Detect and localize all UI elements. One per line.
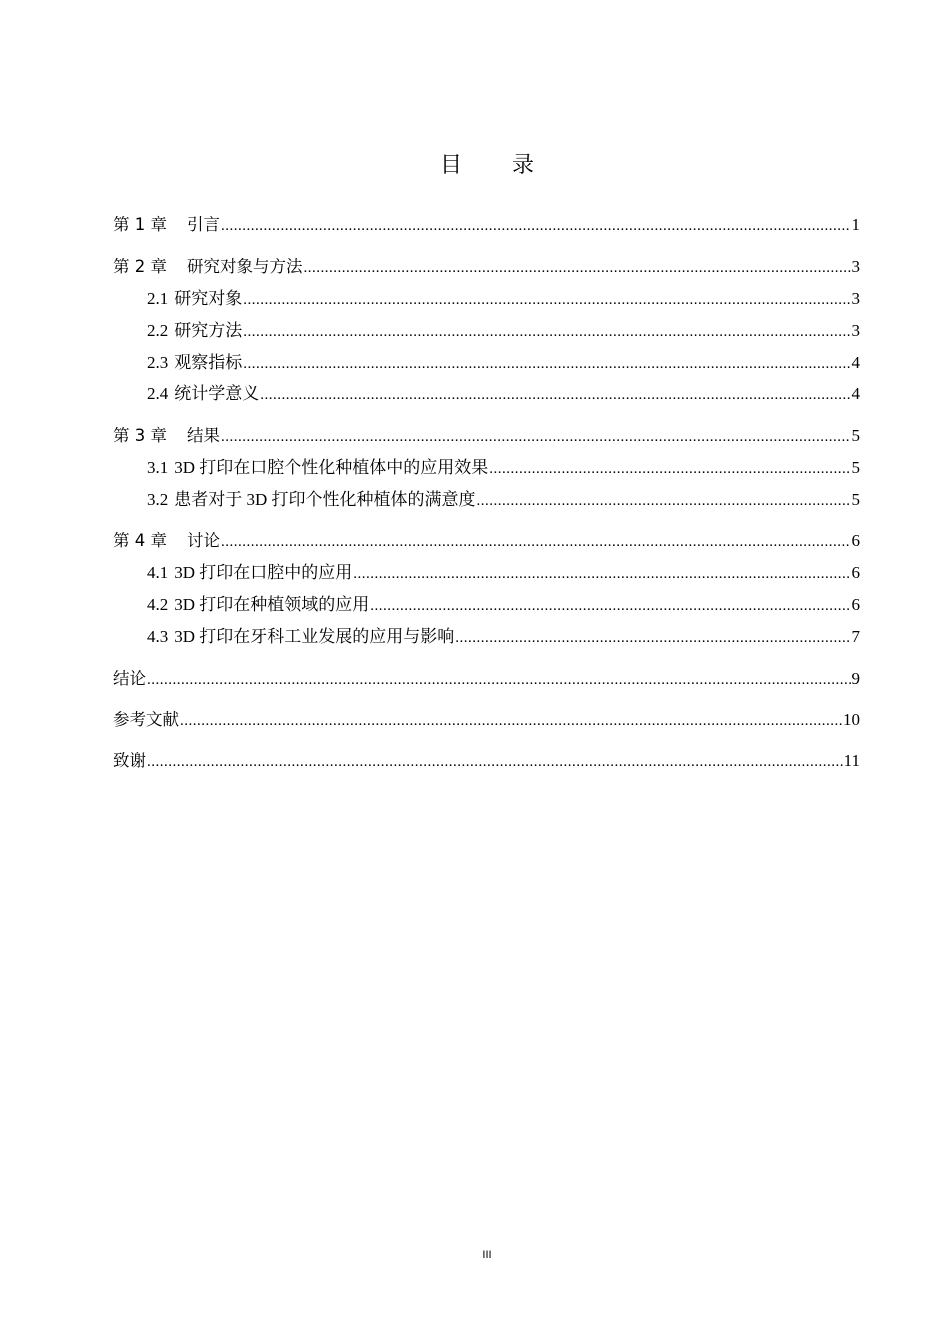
toc-entry[interactable] — [147, 320, 860, 342]
toc-number: 4.1 — [147, 563, 169, 582]
toc-label: 3D 打印在种植领域的应用 — [174, 595, 370, 614]
toc-number: 第 4 章 — [113, 531, 167, 550]
dot-leader — [370, 594, 850, 617]
toc-label: 引言 — [187, 215, 220, 234]
toc-label: 3D 打印在口腔中的应用 — [174, 563, 353, 582]
dot-leader — [353, 562, 850, 585]
toc-page: 7 — [851, 627, 860, 646]
toc-label: 研究对象 — [174, 289, 243, 308]
toc-entry[interactable] — [147, 383, 860, 405]
toc-label: 3D 打印在口腔个性化种植体中的应用效果 — [174, 458, 489, 477]
toc-number: 4.3 — [147, 627, 169, 646]
dot-leader — [455, 626, 850, 649]
dot-leader — [489, 457, 850, 480]
toc-label: 结论 — [113, 669, 146, 688]
toc-label: 观察指标 — [174, 353, 243, 372]
toc-page: 5 — [851, 426, 860, 445]
toc-page: 9 — [851, 669, 860, 688]
toc-label: 患者对于 3D 打印个性化种植体的满意度 — [174, 490, 476, 509]
toc-label: 参考文献 — [113, 710, 179, 729]
dot-leader — [243, 320, 850, 343]
toc-page: 1 — [851, 215, 860, 234]
toc-label: 结果 — [187, 426, 220, 445]
toc-entry[interactable] — [113, 750, 860, 772]
toc-page: 4 — [851, 353, 860, 372]
toc-label: 讨论 — [187, 531, 220, 550]
toc-label: 3D 打印在牙科工业发展的应用与影响 — [174, 627, 455, 646]
toc-page: 6 — [851, 595, 860, 614]
toc-number: 3.2 — [147, 490, 169, 509]
toc-number: 4.2 — [147, 595, 169, 614]
title-char: 录 — [512, 153, 535, 178]
toc-entry[interactable] — [113, 256, 860, 278]
toc-page: 3 — [851, 321, 860, 340]
dot-leader — [260, 383, 850, 406]
dot-leader — [221, 214, 851, 237]
toc-entry[interactable] — [113, 530, 860, 552]
toc-label: 研究方法 — [174, 321, 243, 340]
toc-number: 3.1 — [147, 458, 169, 477]
toc-page: 6 — [851, 531, 860, 550]
dot-leader — [221, 425, 851, 448]
dot-leader — [221, 530, 851, 553]
toc-page: 5 — [851, 490, 860, 509]
toc-page: 6 — [851, 563, 860, 582]
toc-page: 4 — [851, 384, 860, 403]
page-number: III — [482, 1249, 492, 1261]
toc-entry[interactable] — [113, 709, 860, 731]
toc-entry[interactable] — [147, 489, 860, 511]
toc-label: 致谢 — [113, 751, 146, 770]
toc-entry[interactable] — [113, 668, 860, 690]
toc-number: 2.3 — [147, 353, 169, 372]
toc-number: 第 2 章 — [113, 257, 167, 276]
dot-leader — [304, 256, 851, 279]
toc-number: 2.2 — [147, 321, 169, 340]
dot-leader — [477, 489, 851, 512]
toc-entry[interactable] — [113, 214, 860, 236]
dot-leader — [243, 288, 850, 311]
toc-entry[interactable] — [147, 288, 860, 310]
toc-page: 3 — [851, 289, 860, 308]
toc-label: 统计学意义 — [174, 384, 260, 403]
toc-page: 3 — [851, 257, 860, 276]
toc-number: 第 3 章 — [113, 426, 167, 445]
page-title — [0, 148, 950, 179]
dot-leader — [243, 352, 850, 375]
toc-entry[interactable] — [113, 425, 860, 447]
toc-entry[interactable] — [147, 594, 860, 616]
toc-entry[interactable] — [147, 626, 860, 648]
toc-number: 2.4 — [147, 384, 169, 403]
dot-leader — [180, 709, 842, 732]
toc-number: 2.1 — [147, 289, 169, 308]
toc-page: 5 — [851, 458, 860, 477]
toc-label: 研究对象与方法 — [187, 257, 303, 276]
toc-entry[interactable] — [147, 352, 860, 374]
toc-entry[interactable] — [147, 457, 860, 479]
toc-page: 10 — [843, 710, 860, 729]
toc-number: 第 1 章 — [113, 215, 167, 234]
dot-leader — [147, 668, 851, 691]
dot-leader — [147, 750, 843, 773]
toc-page: 11 — [843, 751, 860, 770]
toc-entry[interactable] — [147, 562, 860, 584]
title-char: 目 — [439, 153, 462, 178]
